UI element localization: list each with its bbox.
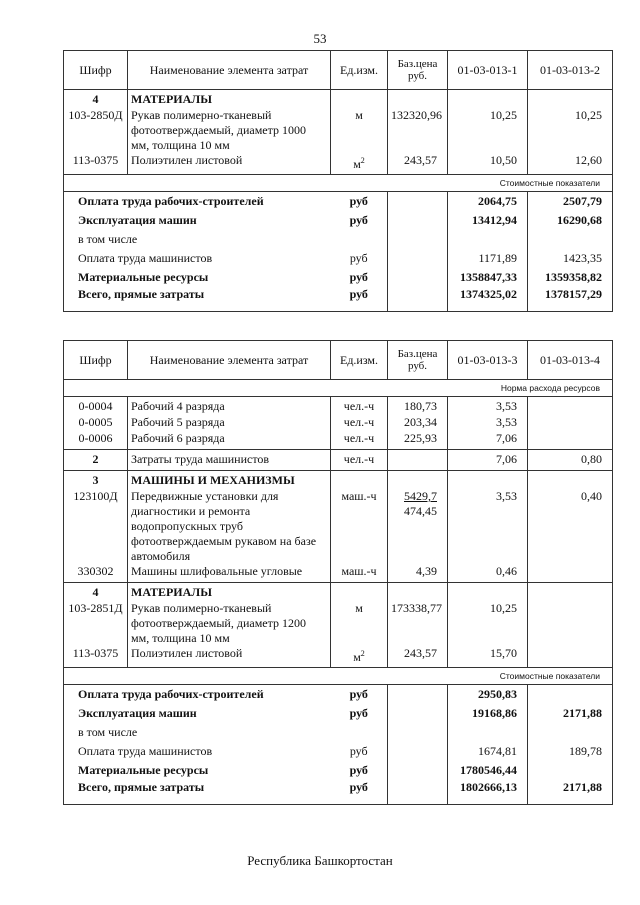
row-name: МАТЕРИАЛЫ [128,90,331,109]
cost-name: Эксплуатация машин [64,211,331,230]
cost-row [64,761,613,780]
row-price [388,108,448,153]
row-code: 0-0005 [64,415,128,431]
header-code: Шифр [64,51,128,90]
header-price: Баз.цена руб. [388,341,448,380]
cost-value-2: 1359358,82 [528,268,613,287]
row-value-1: 10,25 [448,601,528,646]
row-unit [331,450,388,471]
cost-value-2 [528,685,613,705]
row-value-1: 3,53 [448,397,528,416]
row-price [388,601,448,646]
row-name: МАТЕРИАЛЫ [128,583,331,602]
cost-price [388,287,448,312]
cost-unit: руб [331,780,388,805]
cost-price [388,230,448,249]
cost-value-1: 2950,83 [448,685,528,705]
cost-value-2: 2171,88 [528,704,613,723]
price-value-2: 474,45 [404,504,437,518]
table-row [64,431,613,450]
header-unit: Ед.изм. [331,341,388,380]
row-price [388,450,448,471]
cost-price [388,249,448,268]
row-value-1 [448,471,528,490]
row-unit [331,431,388,450]
unit-superscript: 2 [360,649,365,658]
cost-unit: руб [331,211,388,230]
cost-value-2: 1378157,29 [528,287,613,312]
cost-name: Оплата труда машинистов [64,249,331,268]
cost-value-1: 1358847,33 [448,268,528,287]
header-price: Баз.цена руб. [388,51,448,90]
cost-value-1: 1802666,13 [448,780,528,805]
cost-row [64,685,613,705]
row-code: 330302 [64,564,128,583]
table-row [64,489,613,564]
row-name: Машины шлифовальные угловые [128,564,331,583]
unit-text: маш.-ч [341,489,377,503]
cost-value-1: 1374325,02 [448,287,528,312]
row-unit [331,489,388,564]
cost-value-2: 16290,68 [528,211,613,230]
price-value: 180,73 [404,399,437,413]
cost-value-1: 1171,89 [448,249,528,268]
row-code: 103-2851Д [64,601,128,646]
cost-row [64,230,613,249]
price-value: 173338,77 [391,601,442,615]
row-unit [331,153,388,175]
price-value: 203,34 [404,415,437,429]
section-note-row [64,668,613,685]
cost-unit: руб [331,268,388,287]
cost-value-2 [528,723,613,742]
row-value-1: 3,53 [448,415,528,431]
section-note: Стоимостные показатели [64,668,613,685]
row-price [388,90,448,109]
cost-unit: руб [331,287,388,312]
cost-price [388,780,448,805]
table-row [64,450,613,471]
row-name: Полиэтилен листовой [128,153,331,175]
row-unit [331,583,388,602]
price-value: 5429,7 [404,489,437,503]
row-price [388,397,448,416]
table-row [64,564,613,583]
row-price [388,471,448,490]
row-name: Рабочий 4 разряда [128,397,331,416]
row-value-1: 7,06 [448,431,528,450]
cost-unit: руб [331,249,388,268]
cost-price [388,742,448,761]
row-code: 4 [64,90,128,109]
cost-name: Оплата труда рабочих-строителей [64,192,331,212]
table-row [64,583,613,602]
cost-unit: руб [331,761,388,780]
header-row [64,341,613,380]
row-unit [331,415,388,431]
unit-text: м [355,601,363,615]
header-col-1: 01-03-013-3 [448,341,528,380]
row-value-1 [448,90,528,109]
unit-text: чел.-ч [343,399,375,413]
cost-name: Материальные ресурсы [64,761,331,780]
row-price [388,153,448,175]
table-row [64,108,613,153]
unit-text: м [355,108,363,122]
cost-table-2 [63,340,613,805]
row-name: МАШИНЫ И МЕХАНИЗМЫ [128,471,331,490]
price-value: 225,93 [404,431,437,445]
unit-text: чел.-ч [343,431,375,445]
row-value-1: 3,53 [448,489,528,564]
row-value-2 [528,583,613,602]
row-name: Затраты труда машинистов [128,450,331,471]
section-note: Стоимостные показатели [64,175,613,192]
row-code: 3 [64,471,128,490]
cost-row [64,723,613,742]
row-unit [331,646,388,668]
cost-unit: руб [331,192,388,212]
cost-price [388,704,448,723]
row-value-1 [448,583,528,602]
cost-value-2 [528,761,613,780]
header-col-2: 01-03-013-2 [528,51,613,90]
row-unit [331,397,388,416]
cost-row [64,704,613,723]
cost-row [64,249,613,268]
header-name: Наименование элемента затрат [128,51,331,90]
cost-name: Оплата труда машинистов [64,742,331,761]
row-unit [331,471,388,490]
row-value-2 [528,646,613,668]
cost-value-2: 2171,88 [528,780,613,805]
unit-superscript: 2 [360,156,365,165]
cost-unit [331,723,388,742]
row-value-2 [528,564,613,583]
cost-name: Всего, прямые затраты [64,780,331,805]
cost-value-1: 1674,81 [448,742,528,761]
unit-text: чел.-ч [343,452,375,466]
row-value-2: 0,80 [528,450,613,471]
cost-name: Всего, прямые затраты [64,287,331,312]
cost-price [388,723,448,742]
cost-value-1: 19168,86 [448,704,528,723]
table-row [64,397,613,416]
cost-name: Эксплуатация машин [64,704,331,723]
price-value: 243,57 [404,153,437,167]
row-code: 103-2850Д [64,108,128,153]
cost-row [64,211,613,230]
cost-unit: руб [331,742,388,761]
header-unit: Ед.изм. [331,51,388,90]
cost-price [388,268,448,287]
section-note-row [64,175,613,192]
row-code: 0-0004 [64,397,128,416]
cost-row [64,742,613,761]
cost-row [64,780,613,805]
row-price [388,583,448,602]
row-unit [331,90,388,109]
header-code: Шифр [64,341,128,380]
cost-value-2: 189,78 [528,742,613,761]
cost-unit: руб [331,704,388,723]
cost-name: в том числе [64,230,331,249]
row-code: 123100Д [64,489,128,564]
cost-price [388,192,448,212]
cost-value-1 [448,723,528,742]
cost-price [388,685,448,705]
row-name: Рукав полимерно-тканевый фотоотверждаемый, диаметр 1000 мм, толщина 10 мм [128,108,331,153]
row-value-1: 7,06 [448,450,528,471]
row-price [388,431,448,450]
row-price [388,415,448,431]
row-price [388,646,448,668]
row-code: 2 [64,450,128,471]
row-code: 113-0375 [64,153,128,175]
table-row [64,415,613,431]
row-code: 113-0375 [64,646,128,668]
row-value-2 [528,431,613,450]
row-price [388,489,448,564]
price-value: 132320,96 [391,108,442,122]
row-unit [331,108,388,153]
row-value-2 [528,90,613,109]
table-row [64,601,613,646]
unit-text: м [353,157,361,171]
cost-row [64,287,613,312]
unit-text: маш.-ч [341,564,377,578]
row-name: Рабочий 6 разряда [128,431,331,450]
cost-name: Оплата труда рабочих-строителей [64,685,331,705]
section-note-row [64,380,613,397]
table-row [64,90,613,109]
row-value-2: 0,40 [528,489,613,564]
cost-unit [331,230,388,249]
footer-region: Республика Башкортостан [247,853,393,868]
row-name: Передвижные установки для диагностики и ремонта водопропускных труб фотоотверждаемым рукавом на базе автомобиля [128,489,331,564]
cost-value-1: 1780546,44 [448,761,528,780]
price-value: 4,39 [416,564,437,578]
cost-value-2 [528,230,613,249]
page-number: 53 [313,31,327,46]
row-price [388,564,448,583]
cost-price [388,211,448,230]
header-col-1: 01-03-013-1 [448,51,528,90]
table-row [64,471,613,490]
table-row [64,646,613,668]
unit-text: м [353,650,361,664]
row-value-1: 15,70 [448,646,528,668]
header-name: Наименование элемента затрат [128,341,331,380]
cost-value-1 [448,230,528,249]
row-name: Рукав полимерно-тканевый фотоотверждаемый, диаметр 1200 мм, толщина 10 мм [128,601,331,646]
cost-value-1: 2064,75 [448,192,528,212]
cost-value-1: 13412,94 [448,211,528,230]
table-row [64,153,613,175]
cost-table-1 [63,50,613,312]
row-name: Полиэтилен листовой [128,646,331,668]
row-name: Рабочий 5 разряда [128,415,331,431]
row-value-2 [528,415,613,431]
row-unit [331,564,388,583]
row-value-2: 10,25 [528,108,613,153]
row-value-1: 0,46 [448,564,528,583]
cost-value-2: 1423,35 [528,249,613,268]
row-unit [331,601,388,646]
unit-text: чел.-ч [343,415,375,429]
cost-row [64,268,613,287]
header-row [64,51,613,90]
cost-name: в том числе [64,723,331,742]
cost-price [388,761,448,780]
row-value-2 [528,471,613,490]
section-note: Норма расхода ресурсов [64,380,613,397]
price-value: 243,57 [404,646,437,660]
row-value-1: 10,50 [448,153,528,175]
row-code: 0-0006 [64,431,128,450]
header-col-2: 01-03-013-4 [528,341,613,380]
row-value-2 [528,397,613,416]
row-code: 4 [64,583,128,602]
row-value-2: 12,60 [528,153,613,175]
cost-name: Материальные ресурсы [64,268,331,287]
cost-row [64,192,613,212]
row-value-2 [528,601,613,646]
cost-unit: руб [331,685,388,705]
row-value-1: 10,25 [448,108,528,153]
cost-value-2: 2507,79 [528,192,613,212]
